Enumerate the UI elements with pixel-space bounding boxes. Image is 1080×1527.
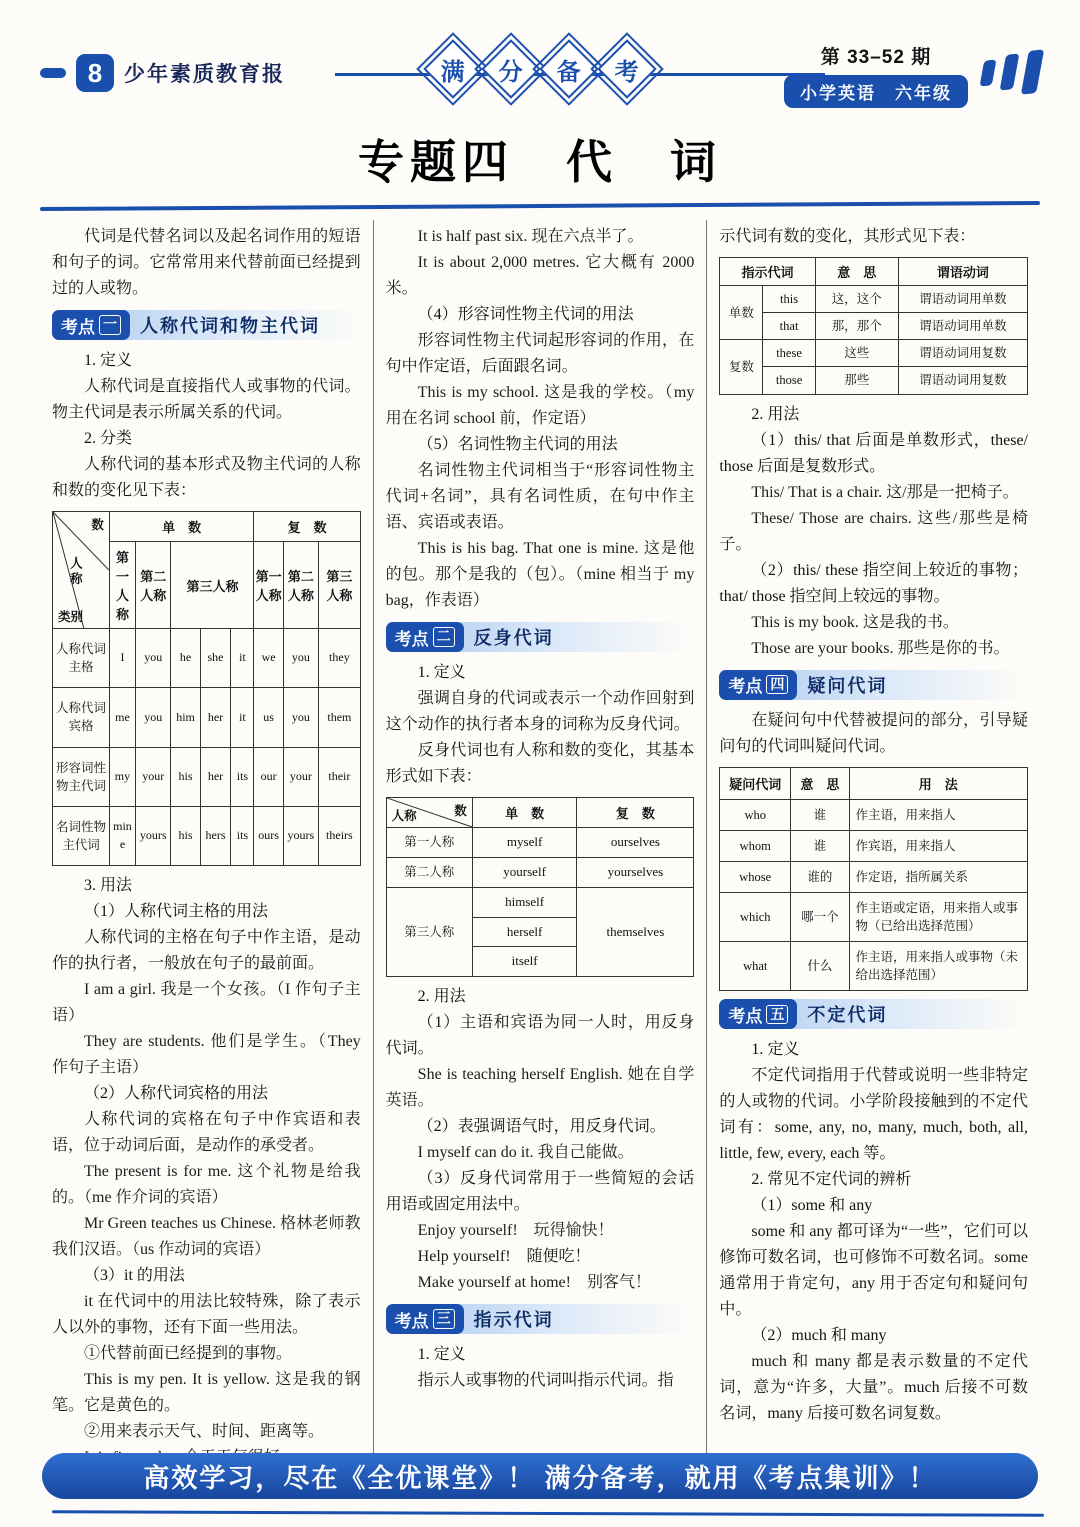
masthead: [40, 42, 1040, 108]
paragraph: Make yourself at home! 别客气！: [417, 1274, 651, 1292]
table-cell: 单 数: [109, 512, 254, 542]
kaodian-title: 疑问代词: [807, 675, 888, 696]
table-cell: yourself: [472, 857, 577, 887]
paragraph: This/ That is a chair. 这/那是一把椅子。: [751, 483, 1019, 501]
kaodian-badge-text: 考点: [394, 1311, 429, 1331]
page-title: 专题四 代 词: [358, 136, 722, 188]
table-cell: those: [763, 367, 815, 394]
table-row: [53, 806, 361, 865]
logo-char: 分: [499, 58, 523, 86]
kaodian-heading: [386, 1304, 695, 1334]
paragraph: ①代替前面已经提到的事物。: [84, 1345, 293, 1362]
table-cell: 单数: [720, 286, 763, 340]
table-row: [720, 258, 1028, 286]
personal-table-grid: [52, 511, 361, 866]
kaodian-heading: [386, 622, 695, 652]
logo-char: 考: [615, 58, 639, 86]
logo-tile: [597, 39, 656, 98]
corner-label: 类别: [58, 610, 84, 624]
table-cell: their: [319, 747, 361, 806]
table-cell: 疑问代词: [720, 767, 791, 799]
reflexive-table-grid: [386, 797, 695, 977]
table-row: [720, 861, 1028, 892]
paragraph: 人称代词的宾格在句子中作宾语和表语，位于动词后面，是动作的承受者。: [52, 1111, 361, 1154]
logo-char: 满: [441, 58, 465, 86]
table-cell: he: [171, 629, 200, 688]
kaodian-heading: [52, 310, 361, 340]
footer-slogan: 高效学习，尽在《全优课堂》！ 满分备考，就用《考点集训》！: [143, 1462, 937, 1493]
corner-label: 人称: [391, 809, 417, 823]
table-cell: his: [171, 747, 200, 806]
masthead-left: [40, 54, 285, 92]
table-cell: which: [720, 892, 791, 941]
table-cell: she: [200, 629, 231, 688]
footer-banner: [42, 1453, 1038, 1499]
table-cell: our: [254, 747, 283, 806]
kaodian-title: 不定代词: [807, 1005, 888, 1026]
table-row: [720, 340, 1028, 367]
paragraph: 人称代词的基本形式及物主代词的人称和数的变化见下表：: [52, 456, 361, 499]
table-cell: 作宾语，用来指人: [849, 830, 1027, 861]
kaodian-badge: [386, 622, 464, 652]
table-cell: I: [109, 629, 135, 688]
table-cell: 谁: [791, 830, 849, 861]
kaodian-badge-text: 考点: [728, 1006, 763, 1026]
table-cell: you: [283, 688, 318, 747]
table-cell: whose: [720, 861, 791, 892]
table-row: [720, 367, 1028, 394]
paragraph: 反身代词也有人称和数的变化，其基本形式如下表：: [385, 742, 695, 785]
manfen-beikao-logo: [432, 48, 648, 90]
column-1: [40, 220, 373, 1460]
table-cell: 第三人称: [319, 542, 361, 629]
paragraph: （2）this/ these 指空间上较近的事物；that/ those 指空间上较远的事物。: [719, 561, 1029, 605]
kaodian-badge-text: 考点: [394, 629, 429, 649]
table-cell: myself: [472, 828, 577, 858]
paragraph: （3）it 的用法: [84, 1267, 185, 1284]
table-row: [720, 767, 1028, 799]
table-cell: 这些: [815, 340, 898, 367]
table-cell: 第一人称: [386, 828, 472, 858]
table-cell: 作定语，指所属关系: [849, 861, 1027, 892]
paragraph: （1）some 和 any: [751, 1197, 873, 1215]
table-cell: 第三人称: [386, 887, 472, 977]
table-cell: 作主语或定语，用来指人或事物（已给出选择范围）: [849, 892, 1027, 941]
table-row: [386, 798, 694, 828]
table-cell: 哪一个: [791, 892, 849, 941]
table-cell: you: [136, 688, 171, 747]
table-cell: herself: [472, 917, 577, 947]
demonstrative-table-grid: [719, 257, 1028, 395]
paragraph: Those are your books. 那些是你的书。: [751, 639, 1010, 657]
kaodian-badge: [719, 670, 797, 700]
paragraph: （2）人称代词宾格的用法: [84, 1085, 269, 1102]
table-cell: his: [171, 806, 200, 865]
paragraph: The present is for me. 这个礼物是给我的。（me 作介词的宾语）: [52, 1163, 361, 1206]
corner-label: 人称: [68, 556, 83, 588]
table-cell: himself: [472, 887, 577, 917]
kaodian-badge-text: 考点: [61, 317, 95, 337]
table-cell: ourselves: [577, 828, 694, 858]
interrogative-table: [719, 767, 1028, 992]
kaodian-number: 二: [433, 627, 455, 647]
table-cell: 这，这个: [815, 286, 898, 313]
table-cell: [53, 512, 110, 629]
paragraph: （4）形容词性物主代词的用法: [417, 306, 634, 323]
table-cell: them: [319, 688, 361, 747]
decorative-dash: [40, 68, 66, 78]
table-cell: 意 思: [791, 767, 849, 799]
table-cell: 第一人称: [254, 542, 283, 629]
table-cell: [386, 798, 472, 828]
table-cell: 谓语动词用复数: [898, 340, 1027, 367]
table-row: [720, 313, 1028, 340]
kaodian-badge: [52, 310, 130, 340]
paragraph: much 和 many 都是表示数量的不定代词，意为“许多，大量”。much 后接不可数名词，many 后接可数名词复数。: [719, 1353, 1029, 1423]
paragraph: 代词是代替名词以及起名词作用的短语和句子的词。它常常用来代替前面已经提到过的人或物。: [52, 228, 361, 297]
table-cell: 单 数: [472, 798, 577, 828]
subject-grade-box: 小学英语 六年级: [784, 75, 968, 108]
paragraph: （2）much 和 many: [751, 1327, 887, 1345]
kaodian-title: 反身代词: [473, 628, 554, 648]
table-cell: 人称代词宾格: [53, 688, 110, 747]
kaodian-heading: [719, 670, 1028, 700]
table-row: [386, 857, 694, 887]
demonstrative-table: [719, 257, 1028, 395]
paragraph: This is my school. 这是我的学校。（my 用在名词 school 前，作定语）: [385, 384, 695, 427]
table-row: [53, 512, 361, 542]
paragraph: 2. 用法: [417, 988, 466, 1006]
paragraph: 1. 定义: [417, 1346, 466, 1364]
kaodian-title: 指示代词: [473, 1310, 554, 1331]
paragraph: 2. 用法: [751, 405, 800, 423]
newspaper-name: 少年素质教育报: [124, 63, 285, 86]
table-cell: 第二人称: [136, 542, 171, 629]
table-row: [386, 887, 694, 917]
table-cell: 作主语，用来指人: [849, 799, 1027, 830]
table-cell: 作主语，用来指人或事物（未给出选择范围）: [849, 942, 1027, 991]
paragraph: This is my book. 这是我的书。: [751, 613, 959, 631]
table-cell: 复数: [720, 340, 763, 394]
interrogative-table-grid: [719, 767, 1028, 992]
masthead-right: [784, 42, 968, 108]
column-3: [706, 220, 1040, 1460]
table-cell: 名词性物主代词: [53, 806, 110, 865]
table-cell: that: [763, 313, 815, 340]
table-cell: yourselves: [577, 857, 694, 887]
paragraph: This is his bag. That one is mine. 这是他的包。那个是我的（包）。（mine 相当于 my bag，作表语）: [385, 540, 695, 609]
paragraph: 2. 分类: [84, 430, 133, 447]
table-cell: us: [254, 688, 283, 747]
paragraph: They are students. 他们是学生。（They 作句子主语）: [52, 1033, 361, 1076]
table-row: [386, 828, 694, 858]
paragraph: This is my pen. It is yellow. 这是我的钢笔。它是黄色的。: [52, 1371, 361, 1414]
paragraph: Mr Green teaches us Chinese. 格林老师教我们汉语。（us 作动词的宾语）: [52, 1215, 361, 1258]
paragraph: 1. 定义: [84, 352, 133, 369]
table-row: [53, 629, 361, 688]
paragraph: 2. 常见不定代词的辨析: [751, 1171, 912, 1189]
paragraph: 示代词有数的变化，其形式见下表：: [719, 228, 976, 245]
paragraph: 强调自身的代词或表示一个动作回射到这个动作的执行者本身的词称为反身代词。: [385, 690, 695, 733]
table-cell: themselves: [577, 887, 694, 977]
table-cell: this: [763, 286, 815, 313]
table-cell: 用 法: [849, 767, 1027, 799]
table-row: [720, 286, 1028, 313]
paragraph: 形容词性物主代词起形容词的作用，在句中作定语，后面跟名词。: [385, 332, 695, 375]
paragraph: （3）反身代词常用于一些简短的会话用语或固定用法中。: [385, 1170, 695, 1214]
paragraph: I am a girl. 我是一个女孩。（I 作句子主语）: [52, 981, 361, 1024]
reflexive-table: [386, 797, 695, 977]
corner-label: 数: [91, 518, 104, 532]
paragraph: 在疑问句中代替被提问的部分，引导疑问句的代词叫疑问代词。: [719, 711, 1029, 755]
paragraph: Help yourself! 随便吃！: [417, 1248, 591, 1266]
table-cell: 谁的: [791, 861, 849, 892]
table-cell: 第二人称: [283, 542, 318, 629]
table-cell: her: [200, 688, 231, 747]
paragraph: 1. 定义: [751, 1041, 800, 1059]
paragraph: 指示人或事物的代词叫指示代词。指: [417, 1372, 674, 1390]
paragraph: it 在代词中的用法比较特殊，除了表示人以外的事物，还有下面一些用法。: [52, 1293, 361, 1336]
paragraph: some 和 any 都可译为“一些”，它们可以修饰可数名词，也可修饰不可数名词。some 通常用于肯定句，any 用于否定句和疑问句中。: [719, 1223, 1029, 1319]
table-cell: 谓语动词用单数: [898, 286, 1027, 313]
table-cell: my: [109, 747, 135, 806]
paragraph: Enjoy yourself! 玩得愉快！: [417, 1222, 614, 1240]
table-cell: 谓语动词用单数: [898, 313, 1027, 340]
table-cell: you: [136, 629, 171, 688]
table-cell: 形容词性物主代词: [53, 747, 110, 806]
kaodian-title: 人称代词和物主代词: [140, 316, 320, 336]
table-cell: its: [231, 747, 254, 806]
table-cell: 谓语动词: [898, 258, 1027, 286]
logo-tile: [539, 39, 598, 98]
table-cell: her: [200, 747, 231, 806]
table-cell: we: [254, 629, 283, 688]
kaodian-badge: [386, 1304, 464, 1334]
content-columns: [40, 220, 1040, 1460]
table-cell: him: [171, 688, 200, 747]
table-cell: ours: [254, 806, 283, 865]
paragraph: 不定代词指用于代替或说明一些非特定的人或物的代词。小学阶段接触到的不定代词有：some, any, no, many, much, both, all, little, few, every, each 等。: [719, 1067, 1029, 1163]
table-cell: who: [720, 799, 791, 830]
table-cell: 那，那个: [815, 313, 898, 340]
table-cell: itself: [472, 947, 577, 977]
table-row: [720, 830, 1028, 861]
bottom-rule: [52, 1510, 1044, 1516]
table-cell: your: [136, 747, 171, 806]
logo-tile: [423, 39, 482, 98]
paragraph: （5）名词性物主代词的用法: [417, 436, 618, 453]
paragraph: 人称代词是直接指代人或事物的代词。物主代词是表示所属关系的代词。: [52, 378, 361, 421]
table-cell: yours: [136, 806, 171, 865]
paragraph: （1）this/ that 后面是单数形式，these/ those 后面是复数形式。: [719, 431, 1029, 475]
paragraph: She is teaching herself English. 她在自学英语。: [385, 1066, 695, 1110]
table-cell: 什么: [791, 942, 849, 991]
table-row: [53, 688, 361, 747]
table-cell: it: [231, 629, 254, 688]
paragraph: 人称代词的主格在句子中作主语，是动作的执行者，一般放在句子的最前面。: [52, 929, 361, 972]
paragraph: （1）主语和宾语为同一人时，用反身代词。: [385, 1014, 695, 1058]
kaodian-badge-text: 考点: [728, 677, 763, 696]
paragraph: It is about 2,000 metres. 它大概有 2000 米。: [385, 254, 695, 297]
table-cell: 那些: [815, 367, 898, 394]
table-cell: 意 思: [815, 258, 898, 286]
paragraph: I myself can do it. 我自己能做。: [417, 1144, 634, 1162]
table-cell: mine: [109, 806, 135, 865]
page-number-badge: 8: [76, 54, 114, 92]
table-cell: these: [763, 340, 815, 367]
paragraph: （2）表强调语气时，用反身代词。: [417, 1118, 666, 1136]
title-rule: [40, 201, 1040, 211]
table-cell: 复 数: [254, 512, 360, 542]
table-cell: hers: [200, 806, 231, 865]
table-cell: me: [109, 688, 135, 747]
table-cell: what: [720, 942, 791, 991]
table-cell: theirs: [319, 806, 361, 865]
table-cell: 谓语动词用复数: [898, 367, 1027, 394]
table-cell: 第一人称: [109, 542, 135, 629]
table-row: [53, 747, 361, 806]
logo-tile: [481, 39, 540, 98]
table-cell: 第二人称: [386, 857, 472, 887]
issue-number: 第 33–52 期: [820, 47, 932, 68]
paragraph: 1. 定义: [417, 664, 466, 681]
paragraph: （1）人称代词主格的用法: [84, 903, 269, 920]
brush-decoration: [966, 48, 1046, 100]
kaodian-number: 一: [99, 315, 121, 335]
paragraph: 3. 用法: [84, 877, 133, 894]
table-cell: they: [319, 629, 361, 688]
table-cell: 指示代词: [720, 258, 815, 286]
kaodian-heading: [719, 999, 1028, 1029]
personal-table: [52, 511, 361, 866]
kaodian-number: 三: [433, 1309, 455, 1329]
corner-label: 数: [454, 804, 467, 818]
table-cell: it: [231, 688, 254, 747]
table-row: [720, 942, 1028, 991]
logo-char: 备: [557, 58, 581, 86]
kaodian-badge: [719, 999, 797, 1029]
paragraph: These/ Those are chairs. 这些/那些是椅子。: [719, 509, 1029, 553]
paragraph: It is half past six. 现在六点半了。: [417, 228, 644, 245]
kaodian-number: 四: [766, 675, 788, 695]
table-row: [720, 892, 1028, 941]
table-cell: 谁: [791, 799, 849, 830]
table-cell: yours: [283, 806, 318, 865]
paragraph: ②用来表示天气、时间、距离等。: [84, 1423, 325, 1440]
table-cell: its: [231, 806, 254, 865]
kaodian-number: 五: [766, 1005, 788, 1025]
table-row: [720, 799, 1028, 830]
column-2: [373, 220, 707, 1460]
table-cell: 人称代词主格: [53, 629, 110, 688]
table-cell: your: [283, 747, 318, 806]
table-cell: 复 数: [577, 798, 694, 828]
table-cell: you: [283, 629, 318, 688]
table-cell: whom: [720, 830, 791, 861]
table-cell: 第三人称: [171, 542, 254, 629]
paragraph: 名词性物主代词相当于“形容词性物主代词+名词”，具有名词性质，在句中作主语、宾语或表语。: [385, 462, 695, 531]
